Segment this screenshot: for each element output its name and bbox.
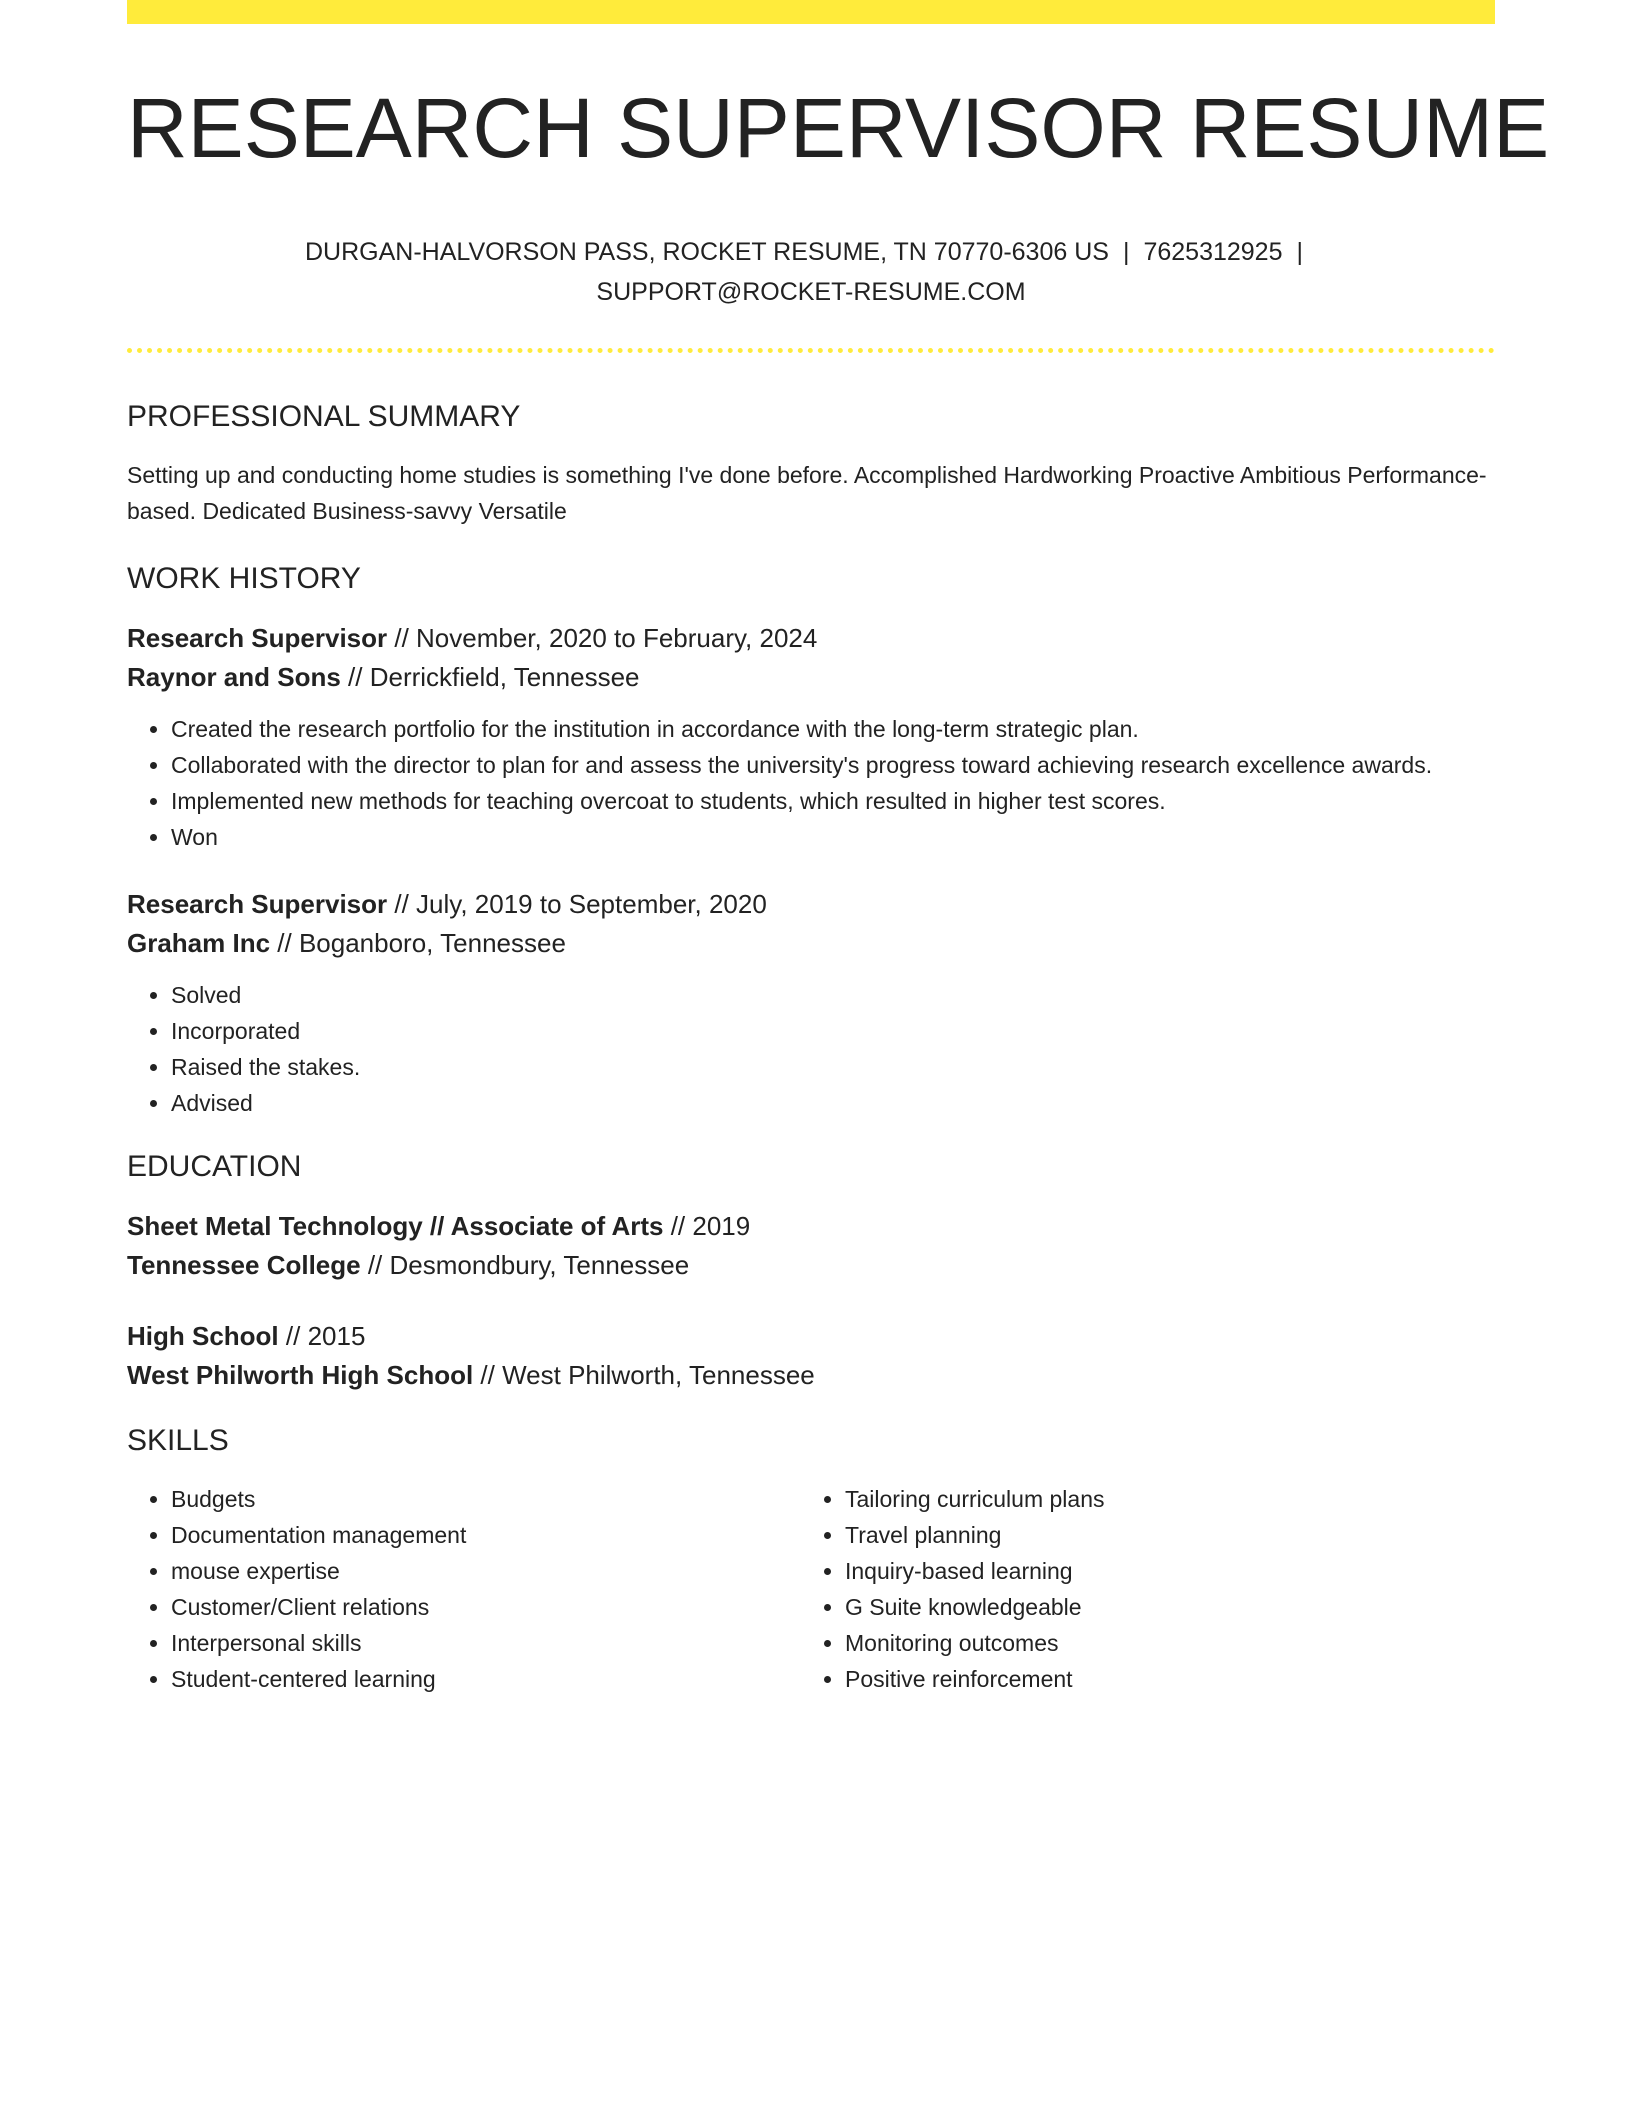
job-entry <box>127 619 1495 855</box>
skill-item: • mouse expertise <box>171 1553 801 1589</box>
top-accent-bar <box>127 0 1495 24</box>
resume-page <box>127 0 1550 1697</box>
summary-text: Setting up and conducting home studies is something I've done before. Accomplished Hardworking Proactive Ambitious Performance-based. Dedicated Business-savvy Versatile <box>127 462 1487 525</box>
job-dates: // November, 2020 to February, 2024 <box>387 623 818 654</box>
job-company-line <box>127 658 1495 697</box>
job-title-line <box>127 619 1495 658</box>
skill-item: • G Suite knowledgeable <box>845 1589 1485 1625</box>
summary-heading: PROFESSIONAL SUMMARY <box>127 400 521 434</box>
job-bullet: • Implemented new methods for teaching overcoat to students, which resulted in higher test scores. <box>171 783 1495 819</box>
job-bullet: • Incorporated <box>171 1013 1495 1049</box>
job-bullet: • Collaborated with the director to plan for and assess the university's progress toward achieving research excellence awards. <box>171 747 1495 783</box>
job-title: Research Supervisor <box>127 889 388 920</box>
education-location: // Desmondbury, Tennessee <box>360 1250 690 1281</box>
skill-item: • Documentation management <box>171 1517 801 1553</box>
job-company-line <box>127 924 1495 963</box>
skill-item: • Inquiry-based learning <box>845 1553 1485 1589</box>
resume-title: RESEARCH SUPERVISOR RESUME <box>127 81 1550 175</box>
education-location: // West Philworth, Tennessee <box>473 1360 815 1391</box>
contact-separator: | <box>1122 238 1130 267</box>
job-title-line <box>127 885 1495 924</box>
job-bullets <box>127 711 1495 855</box>
header-divider <box>127 348 1495 353</box>
job-bullet: • Won <box>171 819 1495 855</box>
skill-item: • Travel planning <box>845 1517 1485 1553</box>
skills-list-left <box>127 1481 801 1697</box>
job-bullet: • Raised the stakes. <box>171 1049 1495 1085</box>
skill-item: • Monitoring outcomes <box>845 1625 1485 1661</box>
skill-item: • Customer/Client relations <box>171 1589 801 1625</box>
skills-heading: SKILLS <box>127 1424 229 1458</box>
work-history-heading: WORK HISTORY <box>127 562 361 596</box>
contact-email: SUPPORT@ROCKET-RESUME.COM <box>596 278 1026 307</box>
contact-separator: | <box>1296 238 1303 267</box>
job-bullet: • Solved <box>171 977 1495 1013</box>
education-school: West Philworth High School <box>127 1360 474 1391</box>
contact-info <box>127 232 1495 312</box>
skill-item: • Interpersonal skills <box>171 1625 801 1661</box>
job-bullets <box>127 977 1495 1121</box>
job-dates: // July, 2019 to September, 2020 <box>387 889 767 920</box>
education-year: // 2015 <box>278 1321 366 1352</box>
skill-item: • Positive reinforcement <box>845 1661 1485 1697</box>
education-entry <box>127 1317 1495 1395</box>
education-entry <box>127 1207 1495 1285</box>
education-degree: Sheet Metal Technology // Associate of Arts <box>127 1211 664 1242</box>
skill-item: • Student-centered learning <box>171 1661 801 1697</box>
education-school: Tennessee College <box>127 1250 361 1281</box>
job-company: Raynor and Sons <box>127 662 341 693</box>
skills-list-right <box>801 1481 1485 1697</box>
education-school-line <box>127 1246 1495 1285</box>
job-location: // Derrickfield, Tennessee <box>340 662 640 693</box>
job-bullet: • Created the research portfolio for the institution in accordance with the long-term strategic plan. <box>171 711 1495 747</box>
job-location: // Boganboro, Tennessee <box>270 928 566 959</box>
job-title: Research Supervisor <box>127 623 388 654</box>
job-company: Graham Inc <box>127 928 271 959</box>
education-heading: EDUCATION <box>127 1150 302 1184</box>
contact-phone: 7625312925 <box>1143 238 1283 267</box>
education-degree-line <box>127 1207 1495 1246</box>
education-degree-line <box>127 1317 1495 1356</box>
skills-columns <box>127 1481 1495 1697</box>
education-year: // 2019 <box>663 1211 751 1242</box>
skill-item: • Budgets <box>171 1481 801 1517</box>
job-bullet: • Advised <box>171 1085 1495 1121</box>
job-entry <box>127 885 1495 1121</box>
skill-item: • Tailoring curriculum plans <box>845 1481 1485 1517</box>
education-degree: High School <box>127 1321 279 1352</box>
education-school-line <box>127 1356 1495 1395</box>
contact-address: DURGAN-HALVORSON PASS, ROCKET RESUME, TN 70770-6306 US <box>305 238 1109 267</box>
